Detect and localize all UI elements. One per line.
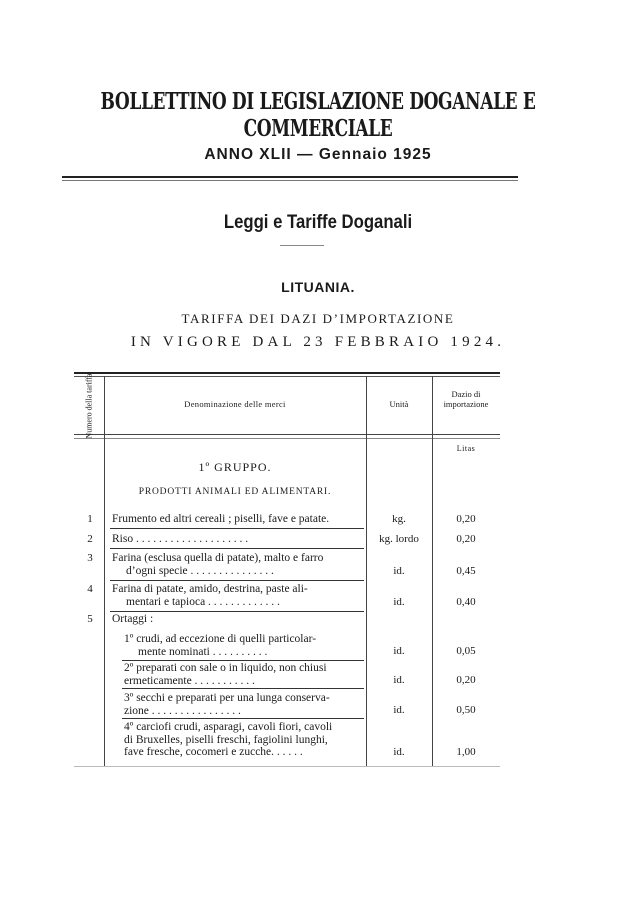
row-separator	[110, 611, 364, 612]
goods-description-line: 3º secchi e preparati per una lunga conserva-	[124, 692, 330, 704]
table-top-rule	[74, 372, 500, 374]
goods-description-line: zione . . . . . . . . . . . . . . . .	[124, 704, 241, 717]
table-header-rule	[74, 434, 500, 435]
duty-value: 0,40	[456, 596, 476, 608]
row-separator	[110, 528, 364, 529]
tariff-number: 4	[87, 583, 93, 595]
country-heading: LITUANIA.	[281, 279, 355, 295]
goods-description-line: mente nominati . . . . . . . . . .	[138, 645, 268, 658]
duty-value: 0,20	[456, 533, 476, 545]
header-unita: Unità	[389, 399, 409, 409]
goods-description-line: 1º crudi, ad eccezione di quelli particolar-	[124, 633, 317, 645]
tariff-number: 2	[87, 533, 93, 545]
unit-value: id.	[393, 674, 405, 686]
goods-description-line: mentari e tapioca . . . . . . . . . . . . .	[126, 595, 280, 608]
goods-description-line: Farina (esclusa quella di patate), malto e farro	[112, 552, 324, 564]
goods-description	[112, 613, 436, 626]
header-rule	[62, 176, 518, 178]
header-numero-label: Numero della tariffa	[84, 373, 94, 439]
journal-title: BOLLETTINO DI LEGISLAZIONE DOGANALE E COMMERCIALE	[100, 88, 536, 142]
goods-description-line: 2º preparati con sale o in liquido, non chiusi	[124, 662, 327, 674]
currency-label: Litas	[456, 444, 476, 453]
duty-value: 1,00	[456, 746, 476, 758]
duty-value: 0,05	[456, 645, 476, 657]
tariff-effective-date: IN VIGORE DAL 23 FEBBRAIO 1924.	[130, 334, 506, 350]
row-separator	[110, 548, 364, 549]
goods-description-line: di Bruxelles, piselli freschi, fagiolini lunghi,	[124, 733, 328, 746]
goods-description-line: Frumento ed altri cereali ; piselli, fave e patate.	[112, 513, 330, 525]
goods-description-line: fave fresche, cocomeri e zucche. . . . . .	[124, 746, 303, 758]
unit-value: kg. lordo	[379, 533, 419, 545]
tariff-number: 3	[87, 552, 93, 564]
unit-value: id.	[393, 565, 405, 577]
goods-description-line: Farina di patate, amido, destrina, paste ali-	[112, 583, 308, 595]
issue-line: ANNO XLII — Gennaio 1925	[204, 146, 432, 163]
header-denominazione: Denominazione delle merci	[184, 399, 286, 409]
goods-description-line: Ortaggi :	[112, 613, 154, 625]
section-title-rule	[280, 245, 324, 246]
duty-value: 0,20	[456, 674, 476, 686]
header-numero	[72, 373, 106, 439]
unit-value: id.	[393, 645, 405, 657]
unit-value: kg.	[392, 513, 406, 525]
row-separator	[110, 580, 364, 581]
unit-value: id.	[393, 746, 405, 758]
duty-value: 0,45	[456, 565, 476, 577]
unit-value: id.	[393, 596, 405, 608]
unit-value: id.	[393, 704, 405, 716]
section-title: Leggi e Tariffe Doganali	[223, 212, 413, 233]
header-dazio: Dazio di importazione	[443, 389, 489, 409]
goods-description-line: 4º carciofi crudi, asparagi, cavoli fiori, cavoli	[124, 721, 333, 733]
table-bottom-edge	[74, 766, 500, 767]
column-divider	[104, 376, 105, 766]
tariff-subtitle: TARIFFA DEI DAZI D’IMPORTAZIONE	[181, 311, 455, 326]
tariff-number: 5	[87, 613, 93, 625]
duty-value: 0,50	[456, 704, 476, 716]
table-top-rule-thin	[74, 376, 500, 377]
goods-description-line: d’ogni specie . . . . . . . . . . . . . . .	[126, 564, 274, 577]
tariff-number: 1	[87, 513, 93, 525]
row-separator	[122, 660, 364, 661]
goods-description-line: Riso . . . . . . . . . . . . . . . . . . . .	[112, 533, 249, 545]
table-header-rule-thin	[74, 438, 500, 439]
duty-value: 0,20	[456, 513, 476, 525]
group-subtitle: PRODOTTI ANIMALI ED ALIMENTARI.	[138, 487, 332, 497]
group-title: 1º GRUPPO.	[198, 460, 272, 474]
row-separator	[122, 688, 364, 689]
row-separator	[122, 718, 364, 719]
goods-description-line: ermeticamente . . . . . . . . . . .	[124, 674, 255, 687]
header-rule-thin	[62, 180, 518, 181]
